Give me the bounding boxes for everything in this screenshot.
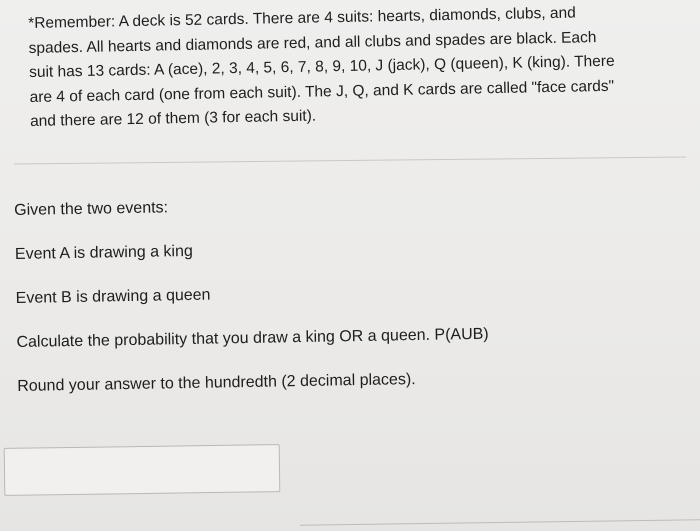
rounding-instruction: Round your answer to the hundredth (2 decimal places). (17, 371, 416, 395)
question-intro: Given the two events: (14, 199, 169, 219)
event-a-text: Event A is drawing a king (14, 242, 193, 263)
reminder-line-4: are 4 of each card (one from each suit). The J, Q, and K cards are called "face cards" (29, 77, 615, 106)
question-prompt: Calculate the probability that you draw a king OR a queen. P(AUB) (16, 325, 489, 351)
reminder-paragraph (28, 0, 680, 134)
answer-input[interactable] (4, 444, 281, 496)
question-text (14, 188, 678, 419)
bottom-rule (300, 519, 700, 526)
reminder-line-5: and there are 12 of them (3 for each suit). (29, 107, 317, 130)
reminder-line-2: spades. All hearts and diamonds are red, and all clubs and spades are black. Each (28, 28, 597, 57)
reminder-line-3: suit has 13 cards: A (ace), 2, 3, 4, 5, 6, 7, 8, 9, 10, J (jack), Q (queen), K (king). There (28, 52, 615, 81)
reminder-line-1: *Remember: A deck is 52 cards. There are 4 suits: hearts, diamonds, clubs, and (28, 4, 576, 32)
event-b-text: Event B is drawing a queen (15, 286, 211, 307)
section-divider (14, 156, 686, 164)
